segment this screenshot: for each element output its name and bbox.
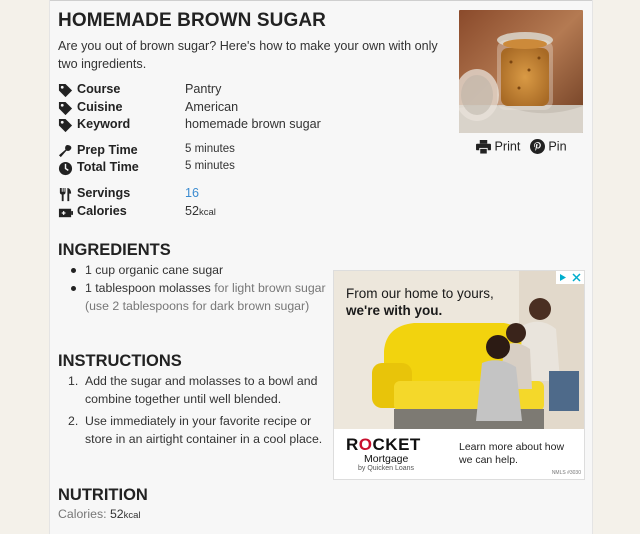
- nutrition-label: Calories:: [58, 507, 110, 521]
- ingredients-list: [58, 261, 328, 315]
- meta-total-time-value: 5 minutes: [185, 160, 235, 172]
- recipe-title: HOMEMADE BROWN SUGAR: [58, 10, 326, 31]
- meta-cuisine-label: Cuisine: [77, 100, 123, 114]
- instruction-step: [58, 372, 328, 408]
- ingredient-amount: 1 cup organic cane sugar: [85, 263, 224, 277]
- meta-calories-label: Calories: [77, 204, 127, 218]
- step-number: 2.: [68, 414, 79, 428]
- advertisement[interactable]: [333, 270, 585, 480]
- meta-calories-value: 52kcal: [185, 204, 216, 218]
- print-button[interactable]: [476, 139, 520, 154]
- recipe-photo: [459, 10, 583, 133]
- ingredient-notes: for light brown sugar (use 2 tablespoons for dark brown sugar): [85, 281, 326, 313]
- meta-servings: [58, 186, 438, 202]
- meta-total-time: [58, 160, 438, 176]
- meta-prep-time-value: 5 minutes: [185, 143, 235, 155]
- ingredient-amount: 1 tablespoon molasses: [85, 281, 211, 295]
- tag-icon: [58, 118, 73, 133]
- ad-cta[interactable]: Learn more about how we can help.: [459, 441, 565, 466]
- ad-headline-line1: From our home to yours,: [346, 286, 494, 301]
- nutrition-heading: NUTRITION: [58, 486, 148, 504]
- meta-course-label: Course: [77, 82, 121, 96]
- rocket-logo: ROCKET: [346, 435, 421, 454]
- printer-icon: [476, 140, 491, 154]
- nutrition-value: 52kcal: [109, 507, 141, 521]
- meta-calories: [58, 204, 438, 220]
- clock-icon: [58, 161, 73, 176]
- step-text: Add the sugar and molasses to a bowl and combine together until well blended.: [85, 374, 318, 406]
- rocket-logo-by: by Quicken Loans: [358, 465, 415, 472]
- instruction-step: [58, 412, 328, 448]
- meta-course: [58, 82, 438, 98]
- print-label: Print: [494, 140, 521, 154]
- recipe-card: [49, 0, 593, 534]
- servings-adjust-link[interactable]: 16: [185, 186, 200, 200]
- meta-keyword: [58, 117, 438, 133]
- nutrition-calories: [58, 507, 141, 521]
- ingredient-item: [58, 261, 328, 279]
- meta-keyword-value: homemade brown sugar: [185, 117, 321, 131]
- meta-total-time-label: Total Time: [77, 160, 139, 174]
- ad-headline-line2: we're with you.: [346, 303, 443, 318]
- tag-icon: [58, 83, 73, 98]
- instructions-list: [58, 372, 328, 452]
- meta-cuisine: [58, 100, 438, 116]
- step-number: 1.: [68, 374, 79, 388]
- meta-cuisine-value: American: [185, 100, 239, 114]
- meta-course-value: Pantry: [185, 82, 222, 96]
- print-pin-bar: [476, 139, 573, 154]
- step-text: Use immediately in your favorite recipe or store in an airtight container in a cool place.: [85, 414, 323, 446]
- ad-footer: [334, 429, 584, 479]
- ad-nmls: NMLS #3030: [551, 470, 581, 476]
- meta-prep-time: [58, 143, 438, 159]
- ingredients-heading: INGREDIENTS: [58, 241, 171, 259]
- meta-keyword-label: Keyword: [77, 117, 131, 131]
- pin-button[interactable]: [530, 139, 567, 154]
- instructions-heading: INSTRUCTIONS: [58, 352, 182, 370]
- tag-icon: [58, 101, 73, 116]
- ad-headline: [346, 285, 494, 319]
- fork-knife-icon: [58, 187, 73, 202]
- meta-prep-time-label: Prep Time: [77, 143, 138, 157]
- pin-label: Pin: [548, 139, 567, 154]
- ingredient-item: [58, 279, 328, 315]
- meta-servings-label: Servings: [77, 186, 131, 200]
- pinterest-icon: [530, 139, 545, 154]
- rocket-logo-sub: Mortgage: [364, 453, 409, 465]
- spoon-icon: [58, 144, 73, 159]
- recipe-summary: Are you out of brown sugar? Here's how to make your own with only two ingredients.: [58, 39, 438, 71]
- divider: [50, 0, 592, 1]
- battery-icon: [58, 205, 73, 220]
